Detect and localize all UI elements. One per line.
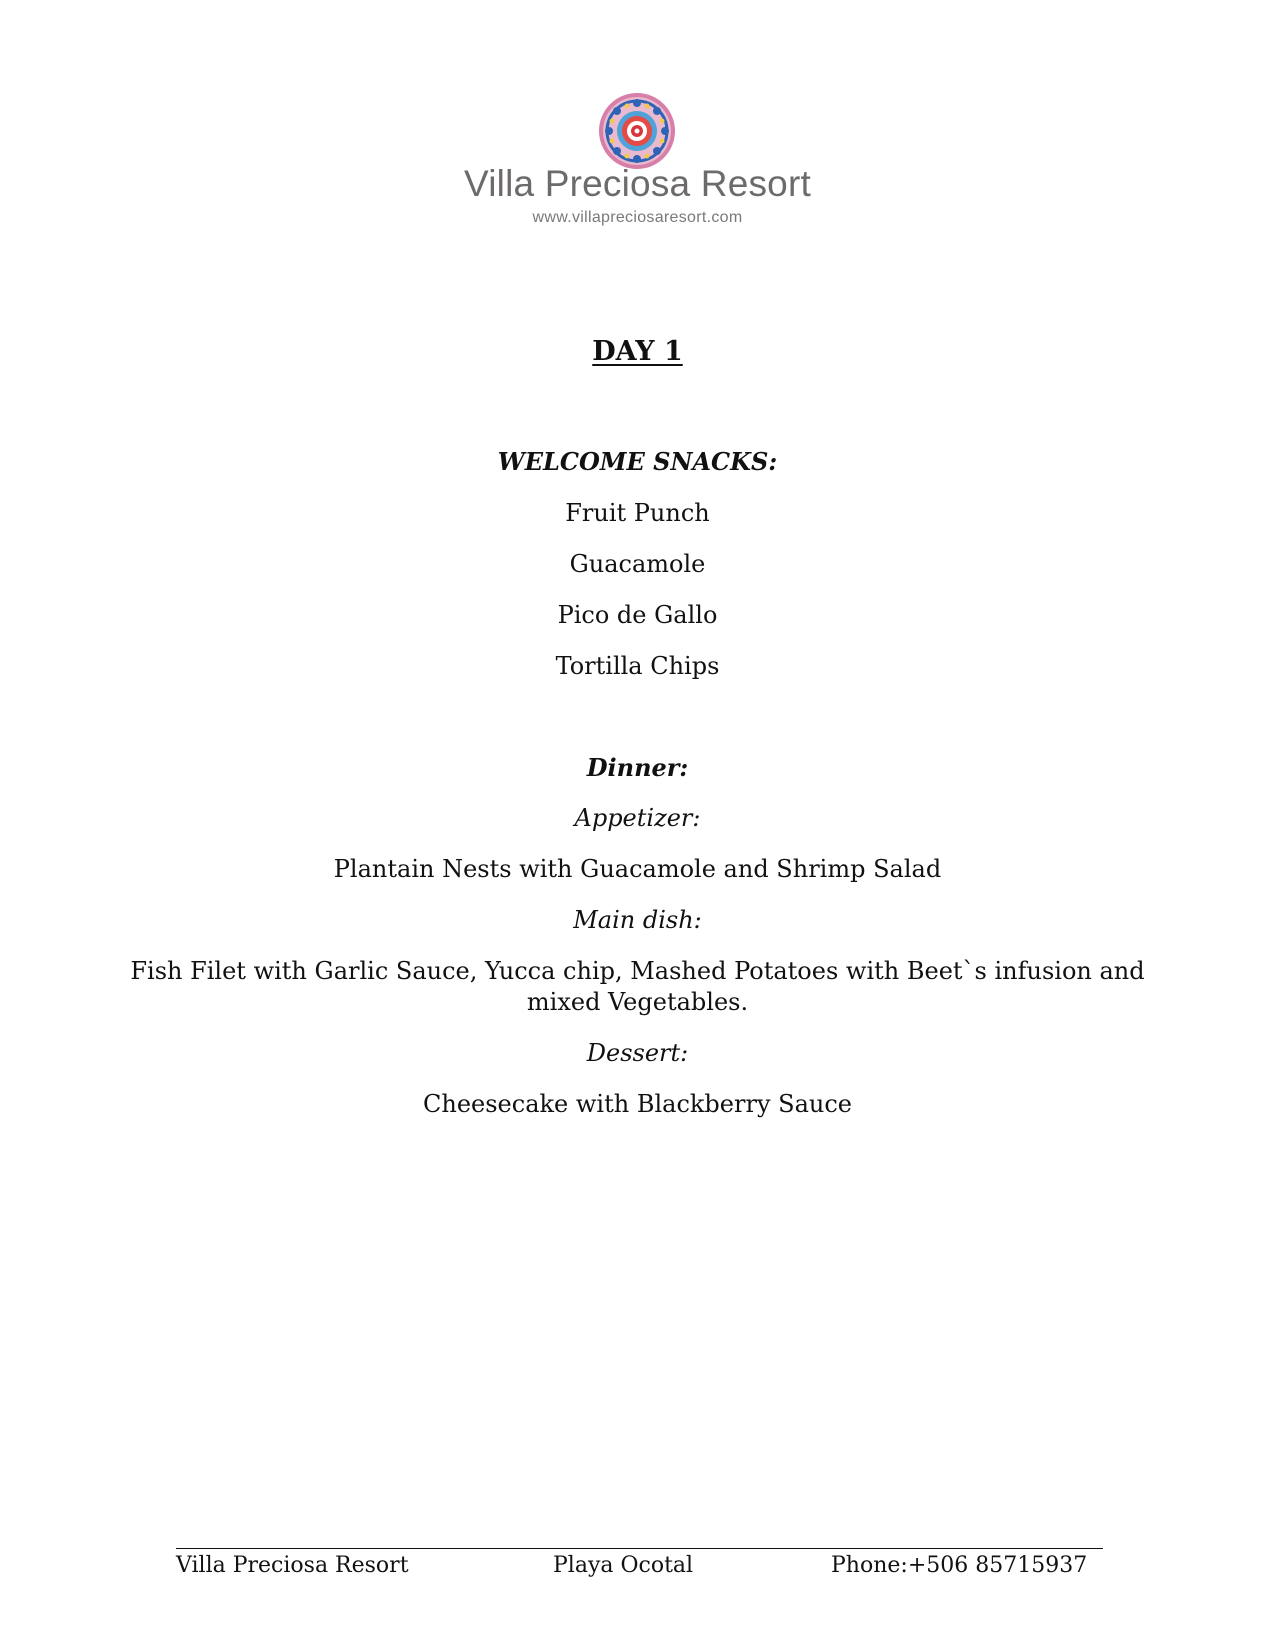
footer-divider <box>176 1548 1103 1549</box>
dessert-label: Dessert: <box>586 1039 689 1067</box>
page-title: DAY 1 <box>592 336 683 367</box>
welcome-item: Fruit Punch <box>565 499 710 527</box>
welcome-item: Tortilla Chips <box>555 652 720 680</box>
footer-resort-name: Villa Preciosa Resort <box>176 1553 409 1578</box>
main-dish-item-line1: Fish Filet with Garlic Sauce, Yucca chip, Mashed Potatoes with Beet`s infusion and <box>130 957 1145 985</box>
dessert-item: Cheesecake with Blackberry Sauce <box>423 1090 852 1118</box>
mandala-logo-icon <box>598 92 676 170</box>
brand-name: Villa Preciosa Resort <box>464 163 811 204</box>
appetizer-label: Appetizer: <box>574 804 701 832</box>
main-dish-item-line2: mixed Vegetables. <box>526 988 749 1016</box>
appetizer-item: Plantain Nests with Guacamole and Shrimp Salad <box>333 855 942 883</box>
website-url: www.villapreciosaresort.com <box>532 209 743 226</box>
welcome-snacks-heading: WELCOME SNACKS: <box>497 447 778 476</box>
main-dish-label: Main dish: <box>573 906 702 934</box>
welcome-item: Guacamole <box>569 550 706 578</box>
welcome-item: Pico de Gallo <box>557 601 718 629</box>
footer-location: Playa Ocotal <box>553 1553 694 1578</box>
footer-phone: Phone:+506 85715937 <box>831 1553 1088 1578</box>
dinner-heading: Dinner: <box>586 753 689 782</box>
